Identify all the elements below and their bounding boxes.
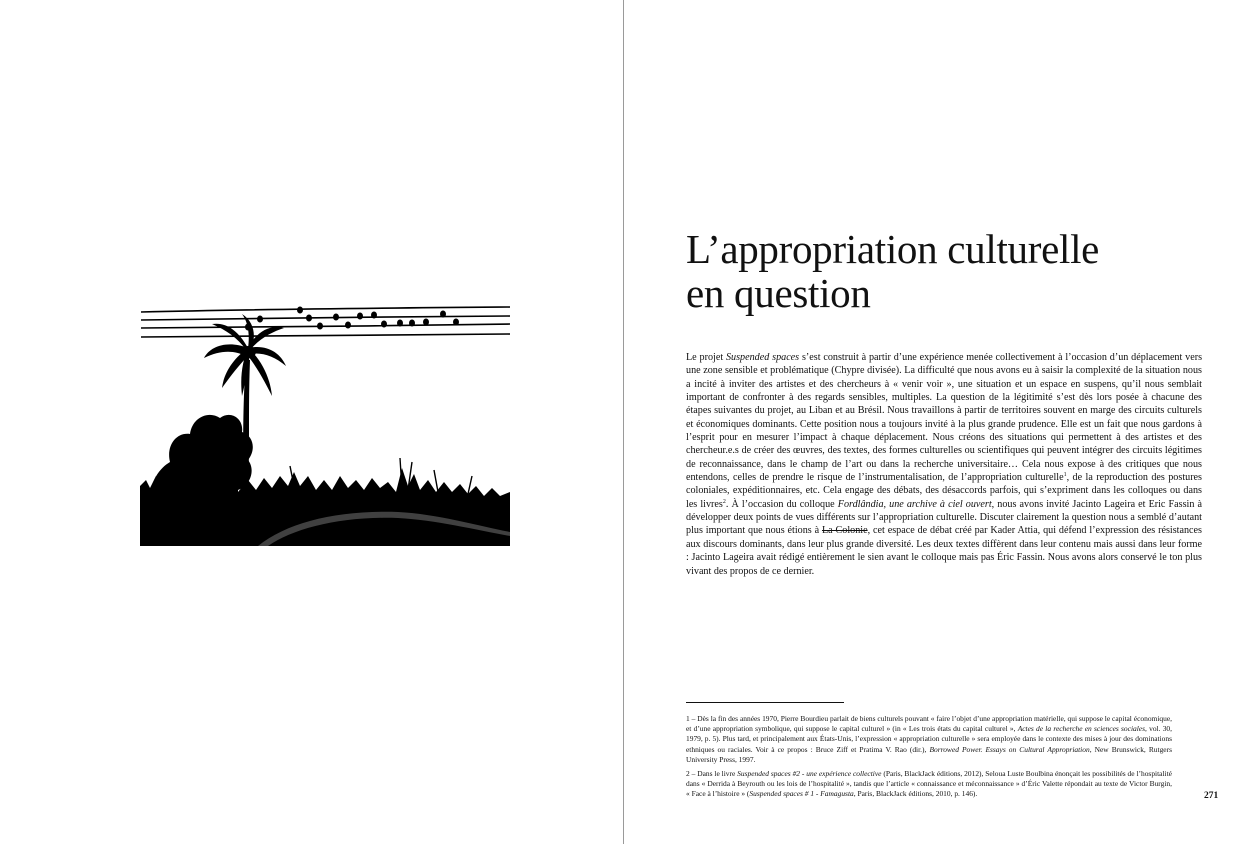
body-text: , de la reproduction des postures coloniales, expéditionnaires, etc. Cela engage des débats, des désaccords parfois, qui s’expriment dans les colloques ou dans les livres — [686, 472, 1202, 510]
footnote-1 — [686, 714, 1172, 765]
struck-text: La Colonie — [821, 525, 868, 537]
footnote-text: , Paris, BlackJack éditions, 2010, p. 146). — [853, 789, 978, 799]
footnote-italic: Borrowed Power. Essays on Cultural Appropriation — [929, 744, 1090, 754]
footnote-italic: Suspended spaces #2 - une expérience collective — [737, 769, 882, 779]
body-text: , nous avons invité Jacinto Lageira et Eric Fassin à développer deux points de vues différents sur l’appropriation culturelle. Discuter clairement la question nous a semblé d’autant plus important que nous étions à — [686, 498, 1202, 537]
body-text: . À l’occasion du colloque — [725, 498, 838, 510]
footnote-text: , vol. 30, 1979, p. 5). Plus tard, et principalement aux États-Unis, l’expression « appropriation culturelle » sera employée dans le contexte des mises à jour des dominations ethniques ou raciales. Voir à ce propos : Bruce Ziff et Pratima V. Rao (dir.), — [686, 724, 1172, 754]
footnote-rule — [686, 702, 844, 703]
footnote-text: (Paris, BlackJack éditions, 2012), Seloua Luste Boulbina énonçait les possibilités de l’hospitalité dans « Derrida à Beyrouth ou les lois de l’hospitalité », tandis que l’article « connaissance et méconnaissance » d’Éric Valette répondait au texte de Victor Burgin, « Face à l’histoire » ( — [686, 769, 1172, 799]
body-text: Le projet — [686, 352, 726, 363]
footnote-italic: Suspended spaces # 1 - Famagusta — [749, 789, 854, 799]
article-title — [686, 227, 1206, 315]
body-paragraph — [686, 351, 1202, 578]
body-italic-title: Fordlândia, une archive à ciel ouvert — [837, 498, 992, 510]
footnotes — [686, 714, 1172, 804]
title-line-2: en question — [686, 270, 871, 316]
footnote-italic: Actes de la recherche en sciences sociales — [1017, 724, 1145, 734]
palm-tree-illustration — [138, 300, 512, 546]
footnote-text: 1 – Dès la fin des années 1970, Pierre Bourdieu parlait de biens culturels pouvant « faire l’objet d’une appropriation matérielle, qui suppose le capital économique, et d’une appropriation symbolique, qui suppose le capital culturel » (in « Les trois états du capital culturel », — [686, 714, 1172, 734]
title-line-1: L’appropriation culturelle — [686, 226, 1100, 272]
body-text: , cet espace de débat créé par Kader Attia, qui défend l’expression des résistances aux discours dominants, dans leur plus grande diversité. Les deux textes diffèrent dans leur contenu mais aussi dans leur forme : Jacinto Lageira avait rédigé entièrement le sien avant le colloque mais pas Éric Fassin. Nous avons alors conservé le ton plus vivant des propos de ce dernier. — [686, 525, 1202, 577]
body-italic-title: Suspended spaces — [725, 352, 800, 363]
page-gutter — [623, 0, 624, 844]
footnote-text: 2 – Dans le livre — [686, 769, 738, 779]
silhouette-image — [138, 300, 512, 546]
footnote-text: , New Brunswick, Rutgers University Press, 1997. — [686, 744, 1172, 764]
body-text: s’est construit à partir d’une expérience menée collectivement à l’occasion d’un déplacement vers une zone sensible et problématique (Chypre divisée). La difficulté que nous avons eu à saisir la complexité de la situation nous a incité à inviter des artistes et des chercheurs à « venir voir », une situation et un espace en suspens, qu’il nous semblait important de confronter à des regards sensibles, multiples. La question de la légitimité s’est dès lors posée à chacune des étapes suivantes du projet, au Liban et au Brésil. Nous travaillons à partir de territoires souvent en marge des circuits culturels et économiques dominants. Cette position nous a toujours invité à la plus grande prudence. Elle est un fait que nous gardons à l’esprit pour en mesurer l’impact à chaque déplacement. Nous créons des situations qui permettent à des artistes et des chercheur.e.s de créer des œuvres, des textes, des formes culturelles ou scientifiques qui peuvent intégrer des circuits légitimes de reconnaissance, dans le champ de l’art ou dans la recherche universitaire… Cela nous expose à des critiques que nous entendons, celles de prendre le risque de l’instrumentalisation, de l’appropriation culturelle — [686, 352, 1203, 484]
page-number: 271 — [1204, 791, 1219, 801]
footnote-2 — [686, 769, 1172, 800]
footnote-ref-1: 1 — [1063, 472, 1067, 479]
footnote-ref-2: 2 — [722, 498, 726, 505]
